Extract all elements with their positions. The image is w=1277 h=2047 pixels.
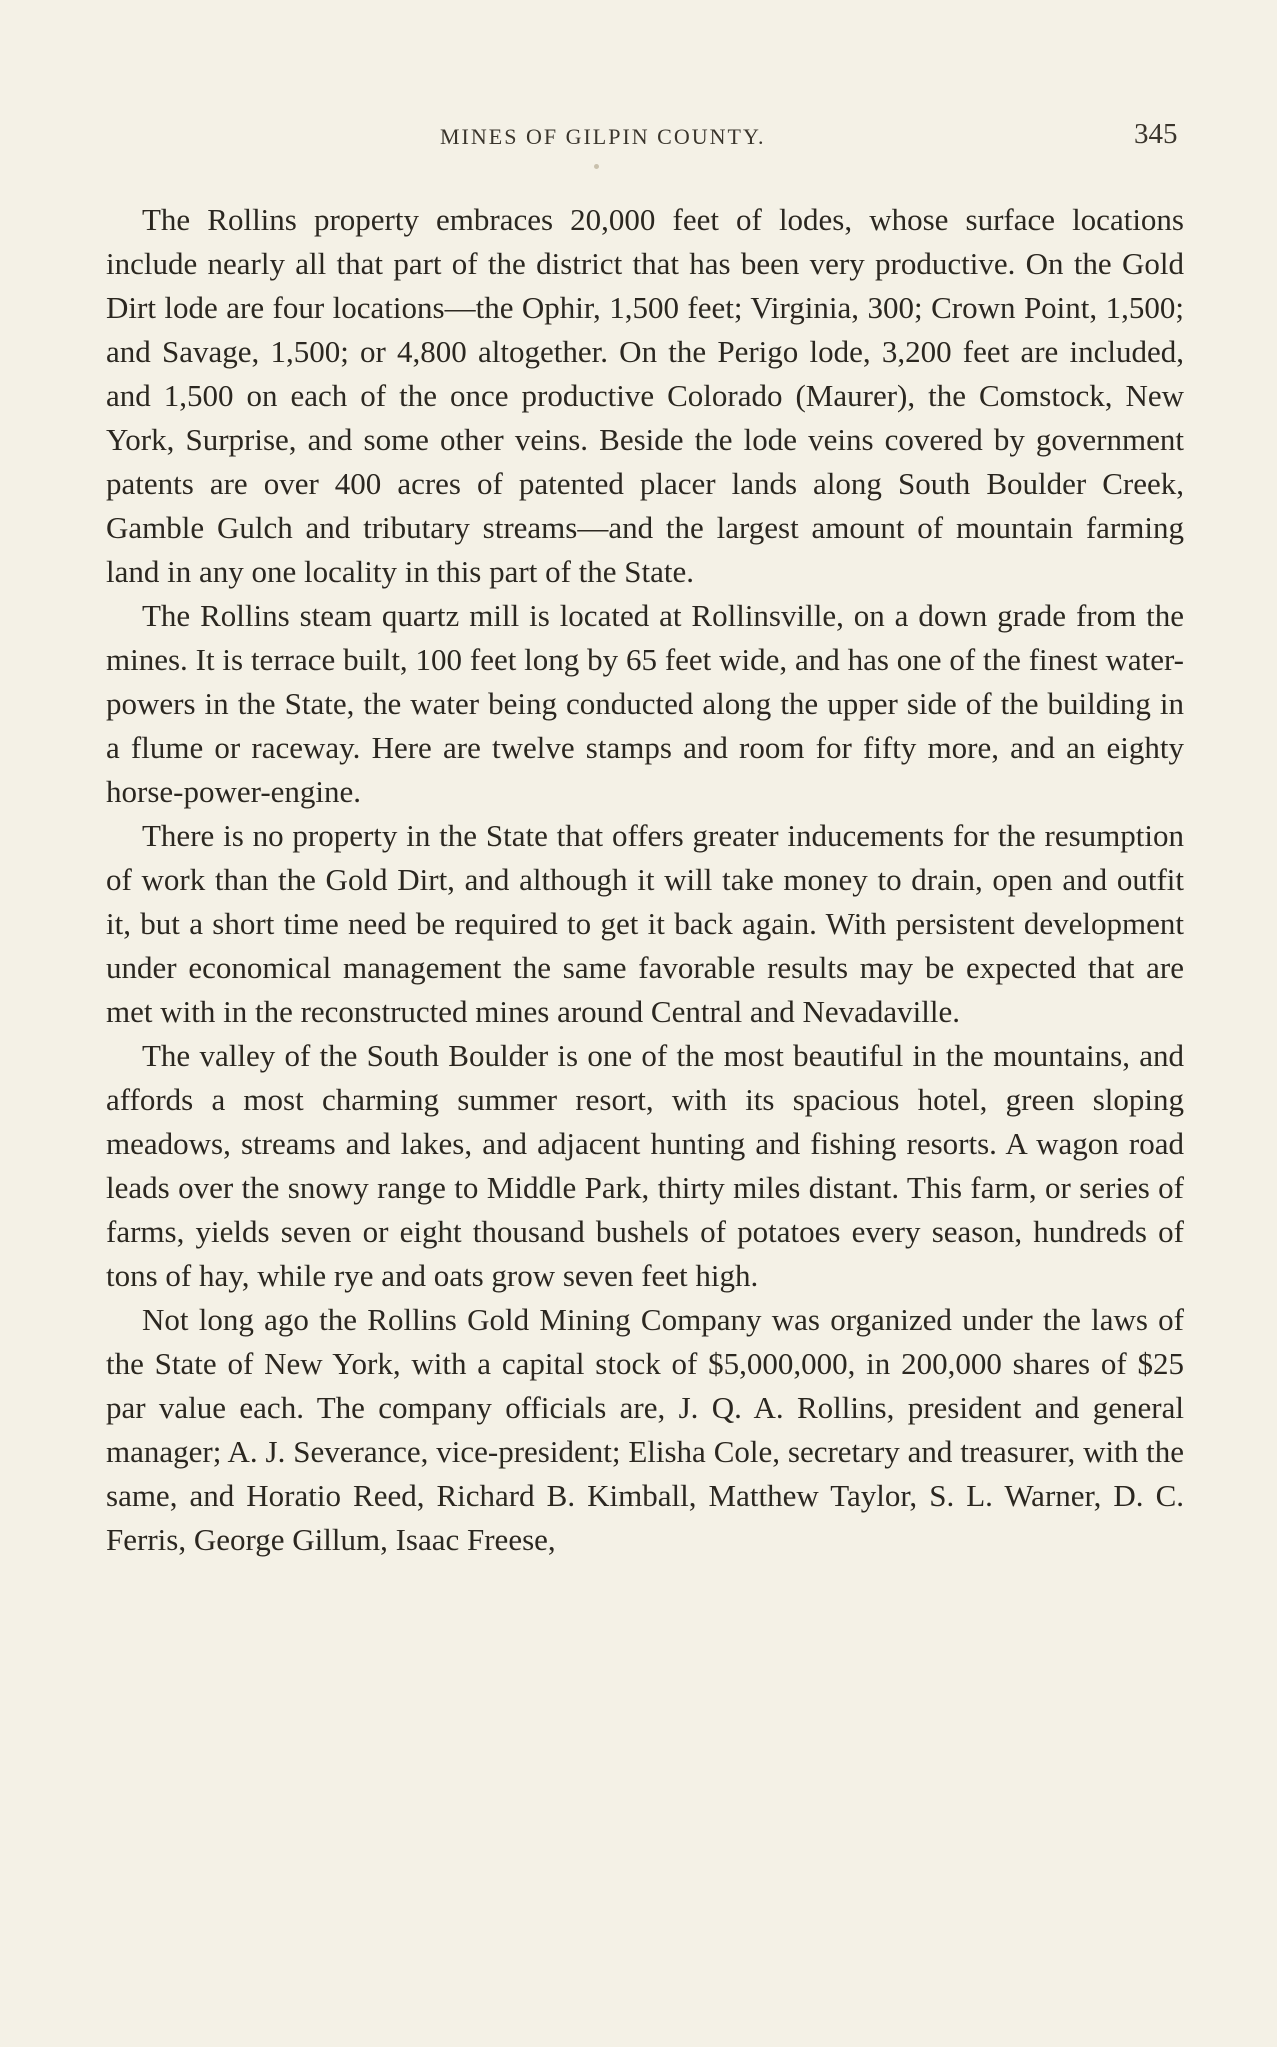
running-title: MINES OF GILPIN COUNTY. xyxy=(440,124,766,149)
paragraph-south-boulder-valley: The valley of the South Boulder is one of the most beautiful in the mountains, and affords a most charming summer resort, with its spacious hotel, green sloping meadows, streams and lakes, and adjacent hunting and fishing resorts. A wagon road leads over the snowy range to Middle Park, thirty miles distant. This farm, or series of farms, yields seven or eight thousand bushels of potatoes every season, hundreds of tons of hay, while rye and oats grow seven feet high. xyxy=(106,1038,1184,1293)
body-text xyxy=(106,198,1184,1562)
paragraph-rollins-company: Not long ago the Rollins Gold Mining Company was organized under the laws of the State of New York, with a capital stock of $5,000,000, in 200,000 shares of $25 par value each. The company officials are, J. Q. A. Rollins, president and general manager; A. J. Severance, vice-president; Elisha Cole, secretary and treasurer, with the same, and Horatio Reed, Richard B. Kimball, Matthew Taylor, S. L. Warner, D. C. Ferris, George Gillum, Isaac Freese, xyxy=(106,1302,1184,1557)
paragraph-rollins-property: The Rollins property embraces 20,000 feet of lodes, whose surface locations include nearly all that part of the district that has been very productive. On the Gold Dirt lode are four locations—the Ophir, 1,500 feet; Virginia, 300; Crown Point, 1,500; and Savage, 1,500; or 4,800 altogether. On the Perigo lode, 3,200 feet are included, and 1,500 on each of the once productive Colorado (Maurer), the Comstock, New York, Surprise, and some other veins. Beside the lode veins covered by government patents are over 400 acres of patented placer lands along South Boulder Creek, Gamble Gulch and tributary streams—and the largest amount of mountain farming land in any one locality in this part of the State. xyxy=(106,202,1184,589)
page-number: 345 xyxy=(1134,118,1178,150)
running-head xyxy=(0,118,1277,158)
paragraph-gold-dirt-inducements: There is no property in the State that offers greater inducements for the resumption of work than the Gold Dirt, and although it will take money to drain, open and outfit it, but a short time need be required to get it back again. With persistent development under economical management the same favorable results may be expected that are met with in the reconstructed mines around Central and Nevadaville. xyxy=(106,818,1184,1029)
paragraph-rollins-mill: The Rollins steam quartz mill is located at Rollinsville, on a down grade from the mines. It is terrace built, 100 feet long by 65 feet wide, and has one of the finest water-powers in the State, the water being conducted along the upper side of the building in a flume or raceway. Here are twelve stamps and room for fifty more, and an eighty horse-power-engine. xyxy=(106,598,1184,809)
ink-speck xyxy=(594,164,599,169)
